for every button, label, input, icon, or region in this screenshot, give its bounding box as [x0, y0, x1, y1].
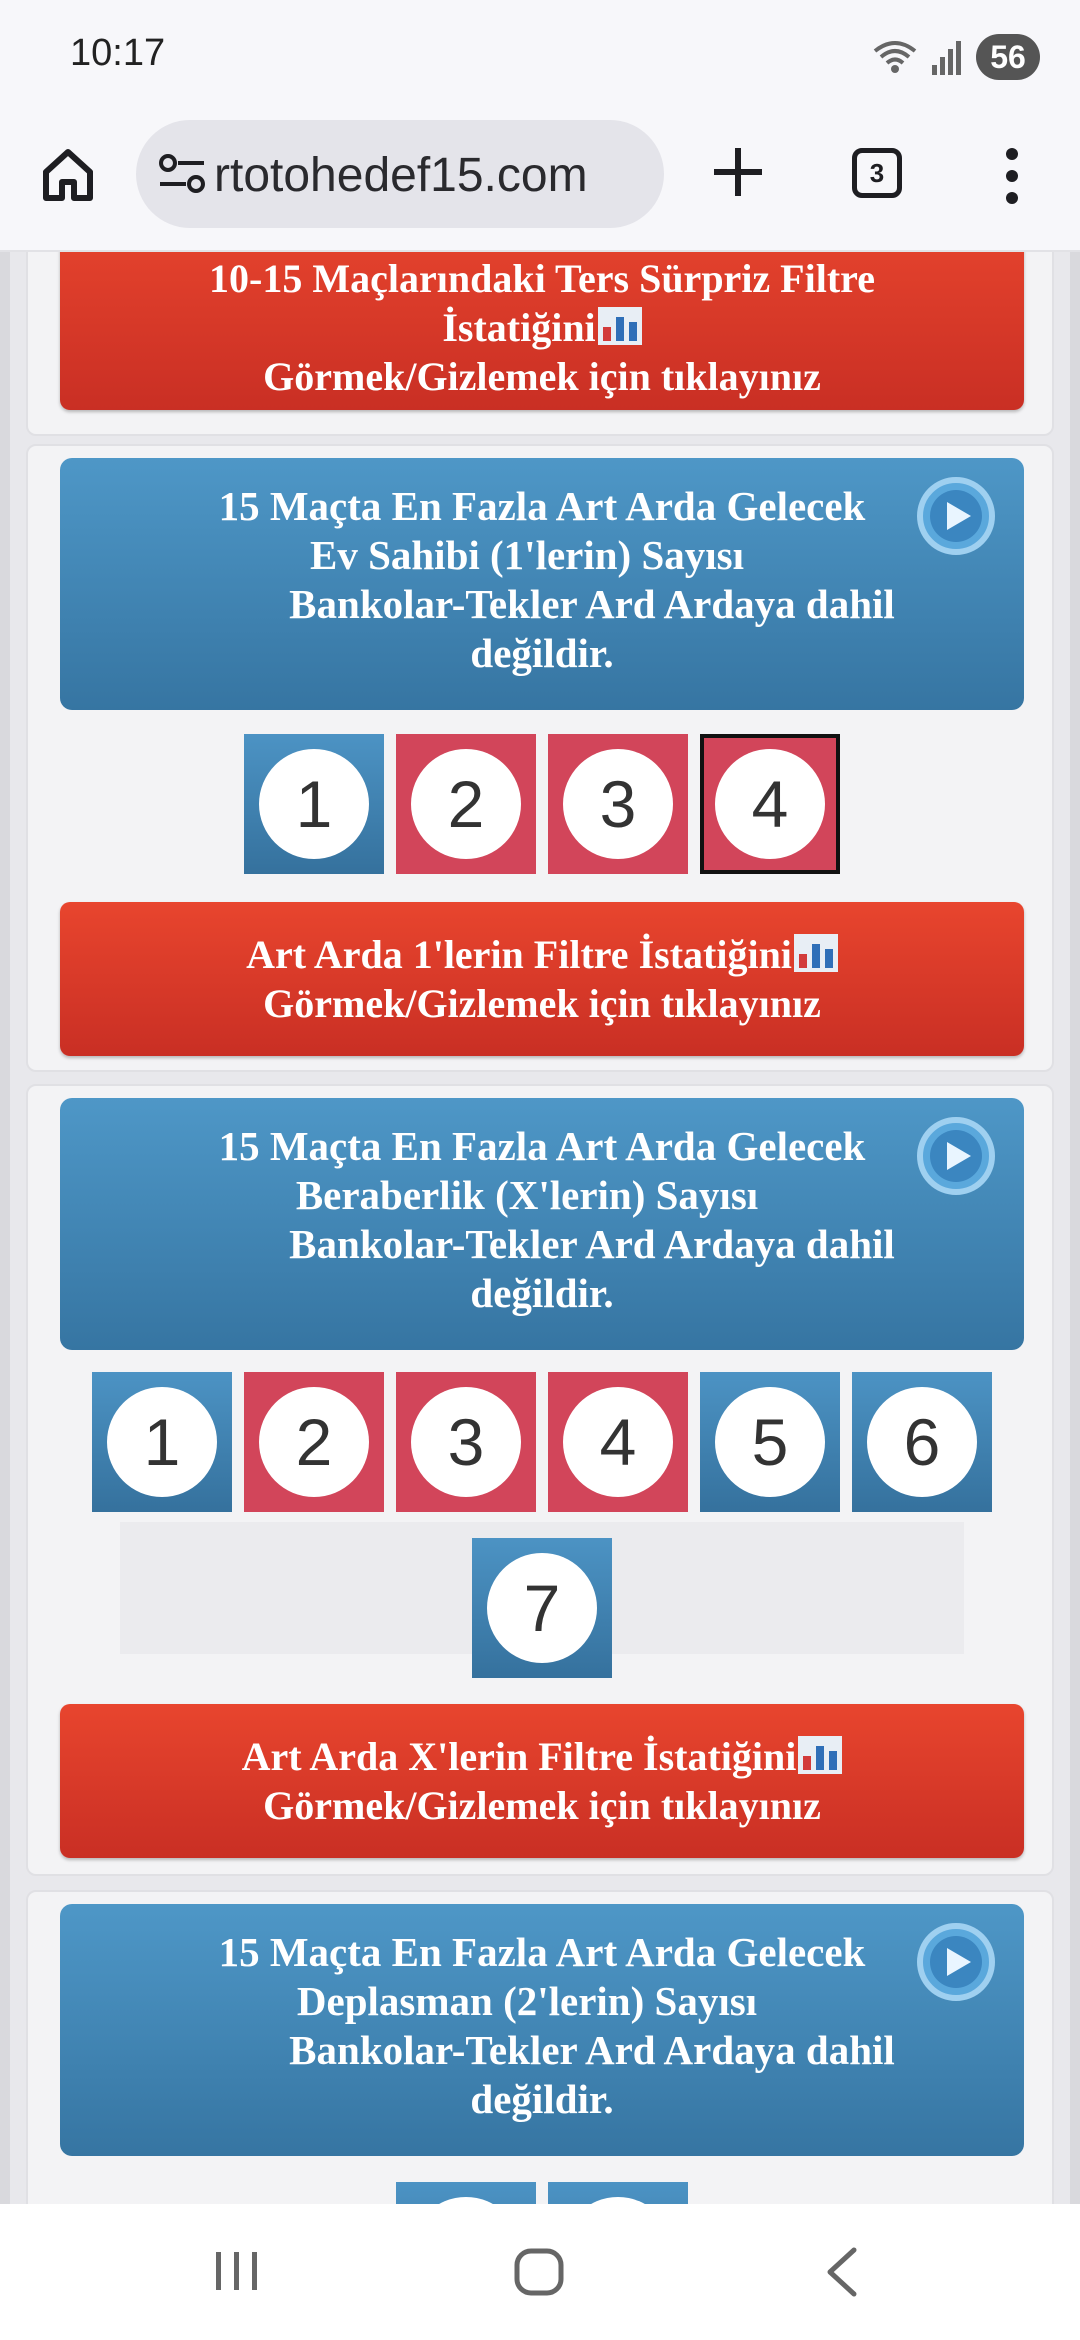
signal-icon — [930, 37, 964, 77]
home-icon[interactable] — [38, 144, 98, 204]
number-option-4-selected[interactable] — [700, 734, 840, 874]
back-icon[interactable] — [822, 2246, 862, 2298]
number-label: 5 — [715, 1387, 825, 1497]
number-label: 3 — [563, 749, 673, 859]
header-line: 15 Maçta En Fazla Art Arda Gelecek — [218, 1123, 866, 1169]
recent-apps-icon[interactable] — [212, 2248, 262, 2294]
wifi-icon — [872, 37, 918, 77]
number-label: 6 — [867, 1387, 977, 1497]
number-option-2[interactable] — [396, 734, 536, 874]
header-line: 15 Maçta En Fazla Art Arda Gelecek — [218, 483, 866, 529]
reverse-surprise-stats-button[interactable] — [60, 252, 1024, 410]
new-tab-icon[interactable] — [708, 142, 768, 202]
more-options-icon[interactable] — [1000, 144, 1024, 208]
home-wins-stats-button[interactable] — [60, 902, 1024, 1056]
header-line: Ev Sahibi (1'lerin) Sayısı — [309, 532, 744, 578]
bar-chart-icon — [794, 934, 838, 972]
header-line: Beraberlik (X'lerin) Sayısı — [295, 1172, 759, 1218]
button-line: İstatiğini — [60, 303, 1024, 352]
home-nav-icon[interactable] — [512, 2246, 566, 2298]
number-option-5[interactable] — [700, 1372, 840, 1512]
tab-switcher-button[interactable]: 3 — [852, 148, 902, 198]
header-line: değildir. — [470, 1270, 614, 1316]
number-label-circle — [411, 2197, 521, 2204]
section-header[interactable] — [60, 1904, 1024, 2156]
system-navigation-bar — [0, 2204, 1080, 2340]
number-label: 1 — [107, 1387, 217, 1497]
number-label-circle — [563, 2197, 673, 2204]
status-bar — [0, 0, 1080, 118]
header-line: Bankolar-Tekler Ard Ardaya dahil — [289, 581, 895, 627]
number-label: 2 — [411, 749, 521, 859]
battery-indicator: 56 — [976, 34, 1040, 80]
number-option-2[interactable] — [244, 1372, 384, 1512]
home-wins-card — [26, 444, 1054, 1072]
number-option-1[interactable] — [396, 2182, 536, 2204]
header-line: değildir. — [470, 2076, 614, 2122]
number-label: 3 — [411, 1387, 521, 1497]
url-text[interactable]: rtotohedef15.com — [214, 149, 588, 202]
draws-card — [26, 1084, 1054, 1876]
number-option-4[interactable] — [548, 1372, 688, 1512]
page-container — [10, 252, 1070, 2204]
header-line: Deplasman (2'lerin) Sayısı — [296, 1978, 758, 2024]
number-label: 1 — [259, 749, 369, 859]
number-option-6[interactable] — [852, 1372, 992, 1512]
number-option-3[interactable] — [548, 734, 688, 874]
draws-stats-button[interactable] — [60, 1704, 1024, 1858]
number-label: 4 — [563, 1387, 673, 1497]
site-settings-icon[interactable] — [158, 152, 206, 196]
header-line: değildir. — [470, 630, 614, 676]
bar-chart-icon — [798, 1736, 842, 1774]
number-label: 4 — [715, 749, 825, 859]
number-option-1[interactable] — [244, 734, 384, 874]
button-line: Görmek/Gizlemek için tıklayınız — [263, 1783, 821, 1828]
bar-chart-icon — [598, 307, 642, 345]
number-option-7[interactable] — [472, 1538, 612, 1678]
status-time: 10:17 — [70, 32, 166, 74]
button-line: Görmek/Gizlemek için tıklayınız — [263, 981, 821, 1026]
header-line: 15 Maçta En Fazla Art Arda Gelecek — [218, 1929, 866, 1975]
button-line: Art Arda 1'lerin Filtre İstatiğini — [60, 930, 1024, 979]
web-page — [0, 252, 1080, 2204]
play-icon[interactable] — [916, 1116, 996, 1196]
number-option-1[interactable] — [92, 1372, 232, 1512]
status-icons — [872, 34, 1040, 80]
play-icon[interactable] — [916, 476, 996, 556]
number-label: 7 — [487, 1553, 597, 1663]
number-label: 2 — [259, 1387, 369, 1497]
section-header[interactable] — [60, 1098, 1024, 1350]
play-icon[interactable] — [916, 1922, 996, 2002]
number-option-3[interactable] — [396, 1372, 536, 1512]
button-line: Art Arda X'lerin Filtre İstatiğini — [60, 1732, 1024, 1781]
reverse-surprise-card — [26, 252, 1054, 436]
section-header[interactable] — [60, 458, 1024, 710]
address-bar[interactable] — [136, 120, 664, 228]
header-line: Bankolar-Tekler Ard Ardaya dahil — [289, 1221, 895, 1267]
button-line: 10-15 Maçlarındaki Ters Sürpriz Filtre — [209, 255, 875, 301]
button-line: Görmek/Gizlemek için tıklayınız — [263, 353, 821, 399]
header-line: Bankolar-Tekler Ard Ardaya dahil — [289, 2027, 895, 2073]
away-wins-card — [26, 1890, 1054, 2204]
number-option-2[interactable] — [548, 2182, 688, 2204]
browser-toolbar — [0, 118, 1080, 252]
